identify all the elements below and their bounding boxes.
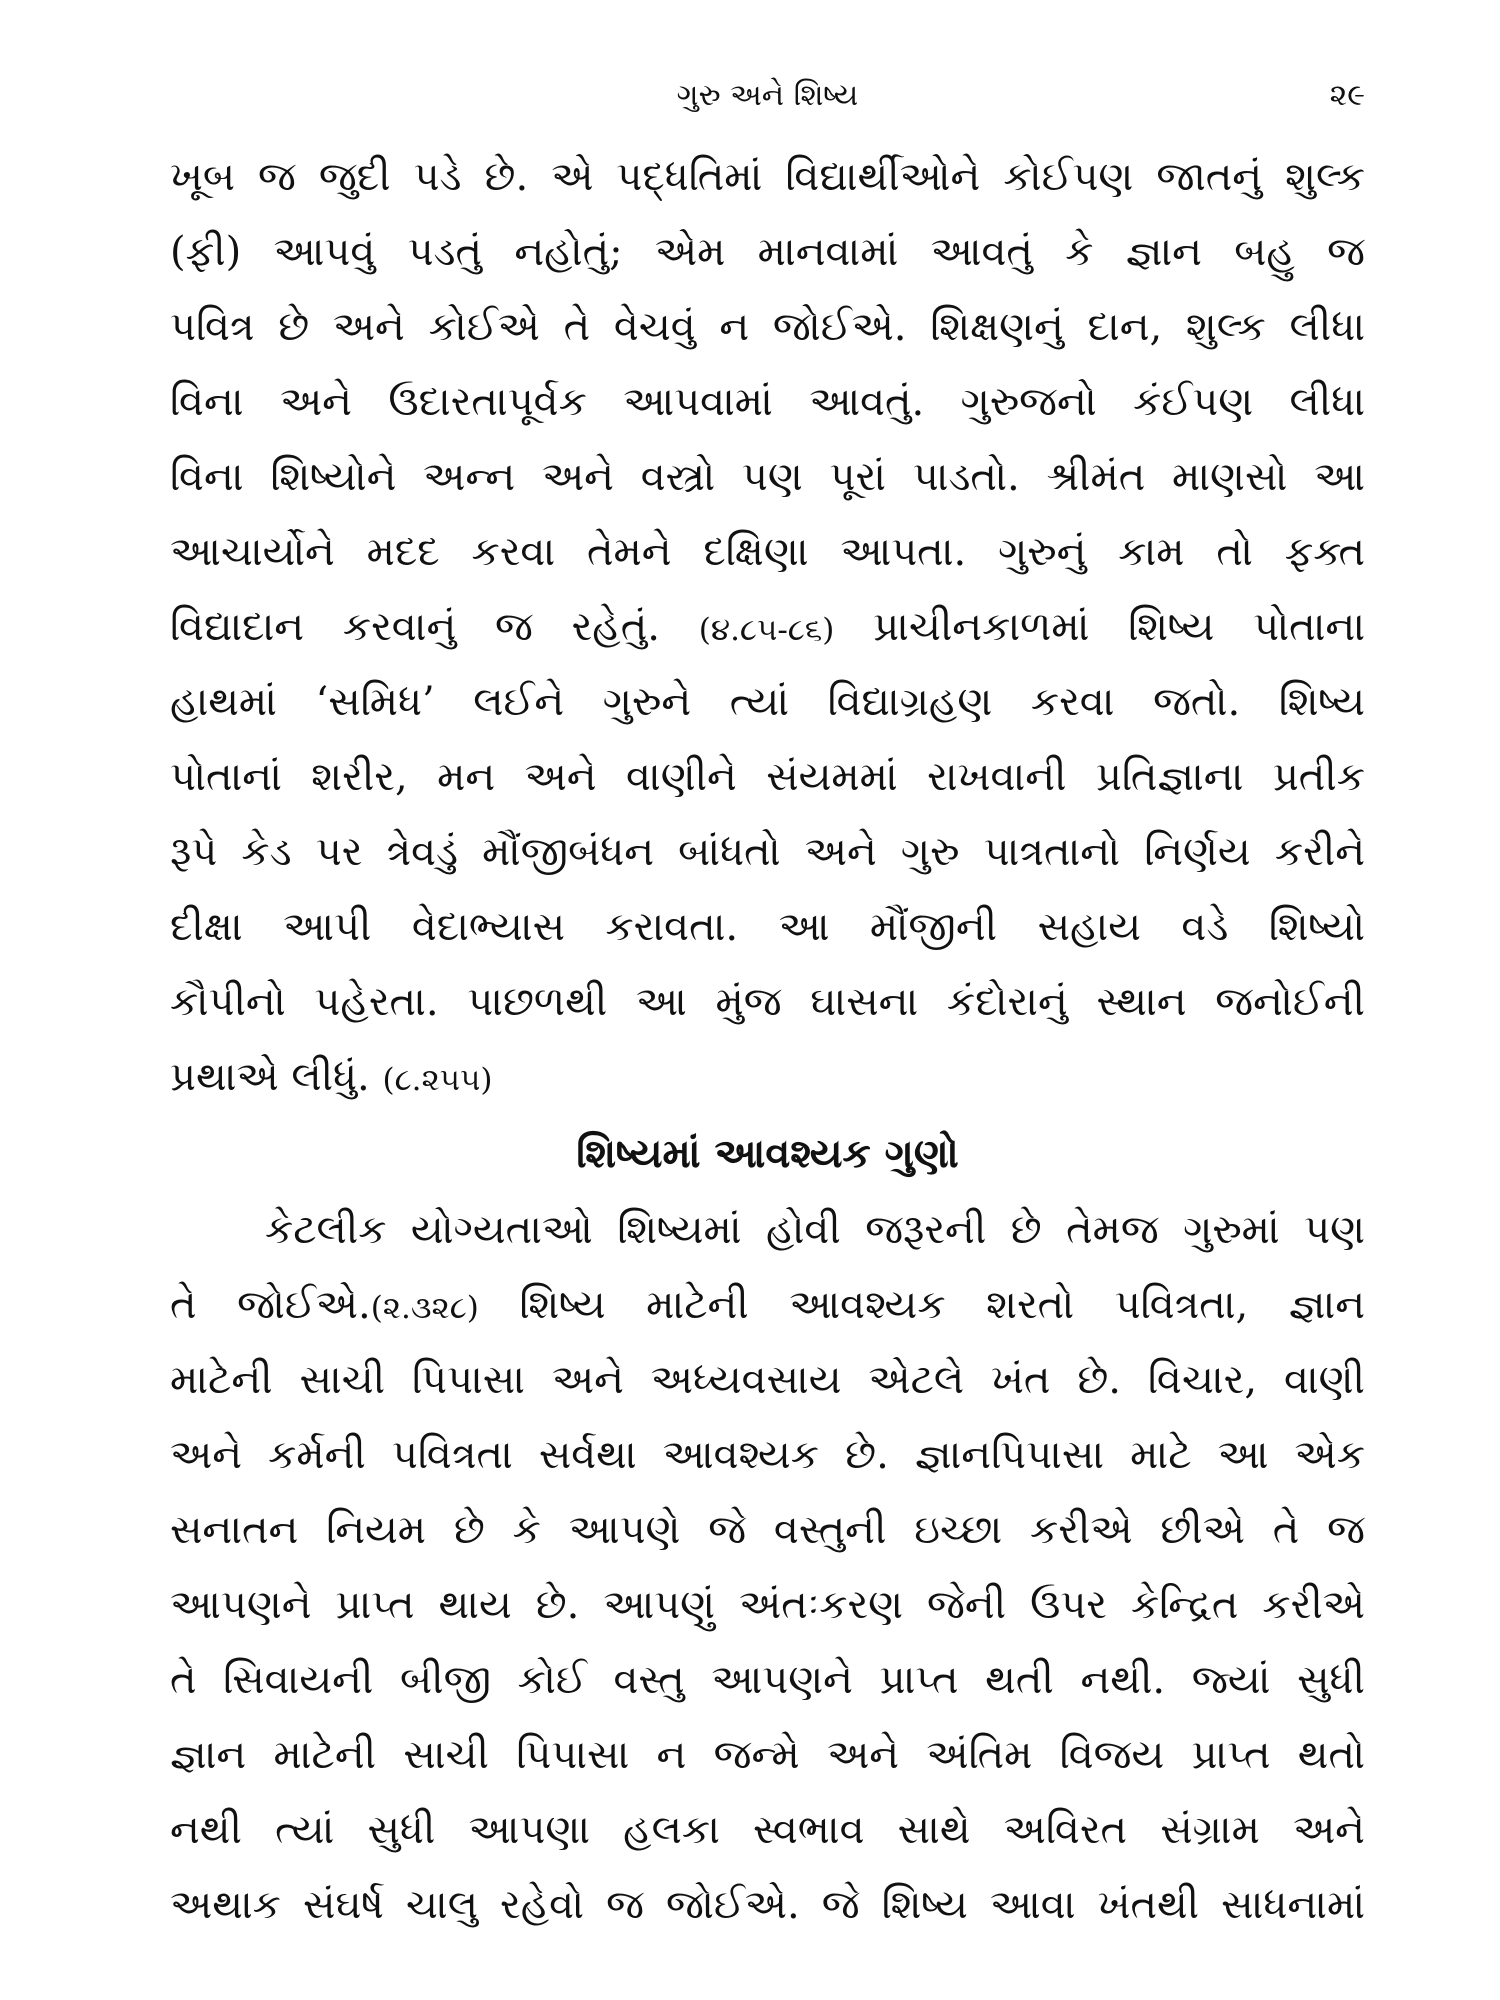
- text-line: પવિત્ર છે અને કોઈએ તે વેચવું ન જોઈએ. શિક્ષણનું દાન, શુલ્ક લીધા: [170, 304, 1365, 350]
- text-line: [170, 1268, 1365, 1343]
- text-line: આપણને પ્રાપ્ત થાય છે. આપણું અંતઃકરણ જેની ઉપર કેન્દ્રિત કરીએ: [170, 1582, 1365, 1628]
- text-line: કેટલીક યોગ્યતાઓ શિષ્યમાં હોવી જરૂરની છે તેમજ ગુરુમાં પણ: [265, 1207, 1365, 1253]
- text-segment: પ્રાચીનકાળમાં શિષ્ય પોતાના: [873, 604, 1365, 650]
- body-text: [170, 140, 1365, 1943]
- text-line: રૂપે કેડ પર ત્રેવડું મૌંજીબંધન બાંધતો અને ગુરુ પાત્રતાનો નિર્ણય કરીને: [170, 829, 1365, 875]
- verse-reference: (૪.૮૫-૮૬): [698, 612, 835, 648]
- text-line: [170, 1040, 1365, 1115]
- text-segment: શિષ્ય માટેની આવશ્યક શરતો પવિત્રતા, જ્ઞાન: [519, 1282, 1365, 1328]
- text-line: સનાતન નિયમ છે કે આપણે જે વસ્તુની ઇચ્છા કરીએ છીએ તે જ: [170, 1507, 1365, 1553]
- page-number: ૨૯: [1329, 78, 1365, 113]
- text-line: અને કર્મની પવિત્રતા સર્વથા આવશ્યક છે. જ્ઞાનપિપાસા માટે આ એક: [170, 1432, 1365, 1478]
- text-segment: વિદ્યાદાન કરવાનું જ રહેતું.: [170, 604, 660, 650]
- paragraph: [170, 1193, 1365, 1943]
- text-segment: પ્રથાએ લીધું.: [170, 1054, 370, 1100]
- text-segment: તે જોઈએ.: [170, 1282, 371, 1328]
- text-line: કૌપીનો પહેરતા. પાછળથી આ મુંજ ઘાસના કંદોરાનું સ્થાન જનોઈની: [170, 979, 1365, 1025]
- text-line: વિના શિષ્યોને અન્ન અને વસ્ત્રો પણ પૂરાં પાડતો. શ્રીમંત માણસો આ: [170, 454, 1365, 500]
- text-line: જ્ઞાન માટેની સાચી પિપાસા ન જન્મે અને અંતિમ વિજય પ્રાપ્ત થતો: [170, 1732, 1365, 1778]
- text-line: વિના અને ઉદારતાપૂર્વક આપવામાં આવતું. ગુરુજનો કંઈપણ લીધા: [170, 379, 1365, 425]
- verse-reference: (૮.૨૫૫): [382, 1062, 493, 1098]
- text-line: નથી ત્યાં સુધી આપણા હલકા સ્વભાવ સાથે અવિરત સંગ્રામ અને: [170, 1807, 1365, 1853]
- paragraph: [170, 140, 1365, 1115]
- text-line: [170, 590, 1365, 665]
- running-header: [170, 66, 1365, 126]
- text-line: આચાર્યોને મદદ કરવા તેમને દક્ષિણા આપતા. ગુરુનું કામ તો ફક્ત: [170, 529, 1365, 575]
- text-line: માટેની સાચી પિપાસા અને અધ્યવસાય એટલે ખંત છે. વિચાર, વાણી: [170, 1357, 1365, 1403]
- verse-reference: (૨.૩૨૮): [370, 1290, 479, 1326]
- text-line: (ફી) આપવું પડતું નહોતું; એમ માનવામાં આવતું કે જ્ઞાન બહુ જ: [170, 229, 1365, 275]
- text-line: પોતાનાં શરીર, મન અને વાણીને સંયમમાં રાખવાની પ્રતિજ્ઞાના પ્રતીક: [170, 754, 1365, 800]
- text-line: હાથમાં ‘સમિધ’ લઈને ગુરુને ત્યાં વિદ્યાગ્રહણ કરવા જતો. શિષ્ય: [170, 679, 1365, 725]
- text-line: તે સિવાયની બીજી કોઈ વસ્તુ આપણને પ્રાપ્ત થતી નથી. જ્યાં સુધી: [170, 1657, 1365, 1703]
- text-line: ખૂબ જ જુદી પડે છે. એ પદ્ધતિમાં વિદ્યાર્થીઓને કોઈપણ જાતનું શુલ્ક: [170, 154, 1365, 200]
- text-line: અથાક સંઘર્ષ ચાલુ રહેવો જ જોઈએ. જે શિષ્ય આવા ખંતથી સાધનામાં: [170, 1882, 1365, 1928]
- text-line: દીક્ષા આપી વેદાભ્યાસ કરાવતા. આ મૌંજીની સહાય વડે શિષ્યો: [170, 904, 1365, 950]
- section-heading: શિષ્યમાં આવશ્યક ગુણો: [576, 1130, 959, 1177]
- running-title: ગુરુ અને શિષ્ય: [676, 78, 859, 113]
